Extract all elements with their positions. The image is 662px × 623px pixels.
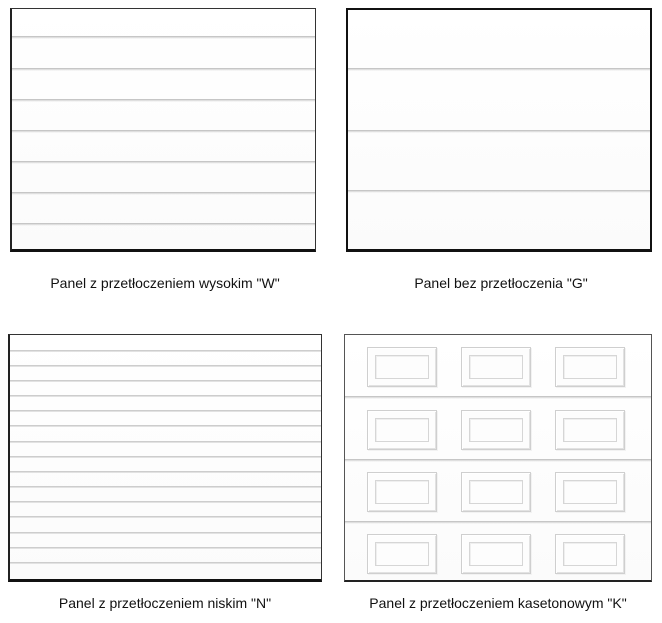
cassette-panel [367, 347, 437, 387]
cassette-panel [461, 472, 531, 512]
panel-groove [10, 425, 321, 427]
panel-groove [10, 532, 321, 534]
panel-groove [348, 130, 650, 133]
panel-groove [10, 350, 321, 352]
cassette-panel [555, 347, 625, 387]
cassette-panel [461, 534, 531, 574]
panel-groove [12, 192, 315, 195]
panel-groove [345, 459, 651, 462]
panel-groove [10, 562, 321, 564]
panel-groove [10, 410, 321, 412]
panel-k-image [344, 334, 652, 582]
cassette-panel [367, 534, 437, 574]
panel-groove [348, 190, 650, 193]
panel-groove [345, 521, 651, 524]
cassette-panel [555, 410, 625, 450]
panel-groove [10, 501, 321, 503]
panel-groove [10, 441, 321, 443]
panel-groove [12, 161, 315, 164]
cassette-panel [555, 472, 625, 512]
panel-groove [345, 396, 651, 399]
cassette-panel [461, 347, 531, 387]
panel-groove [12, 130, 315, 133]
panel-groove [10, 486, 321, 488]
panel-groove [10, 365, 321, 367]
panel-groove [10, 395, 321, 397]
panel-groove [10, 471, 321, 473]
panel-n-image [8, 334, 322, 582]
panel-w-image [10, 8, 316, 252]
cassette-panel [367, 472, 437, 512]
panel-groove [10, 547, 321, 549]
panel-groove [10, 380, 321, 382]
panel-groove [12, 36, 315, 39]
panel-groove [348, 68, 650, 71]
panel-groove [12, 99, 315, 102]
panel-k-caption: Panel z przetłoczeniem kasetonowym "K" [369, 595, 627, 611]
panel-groove [10, 516, 321, 518]
panel-n-caption: Panel z przetłoczeniem niskim "N" [58, 595, 272, 611]
cassette-panel [461, 410, 531, 450]
panel-w-caption: Panel z przetłoczeniem wysokim "W" [50, 275, 280, 291]
panel-groove [12, 68, 315, 71]
panel-g-caption: Panel bez przetłoczenia "G" [414, 275, 588, 291]
panel-groove [10, 456, 321, 458]
cassette-panel [367, 410, 437, 450]
cassette-panel [555, 534, 625, 574]
panel-groove [12, 223, 315, 226]
panel-g-image [346, 8, 652, 252]
